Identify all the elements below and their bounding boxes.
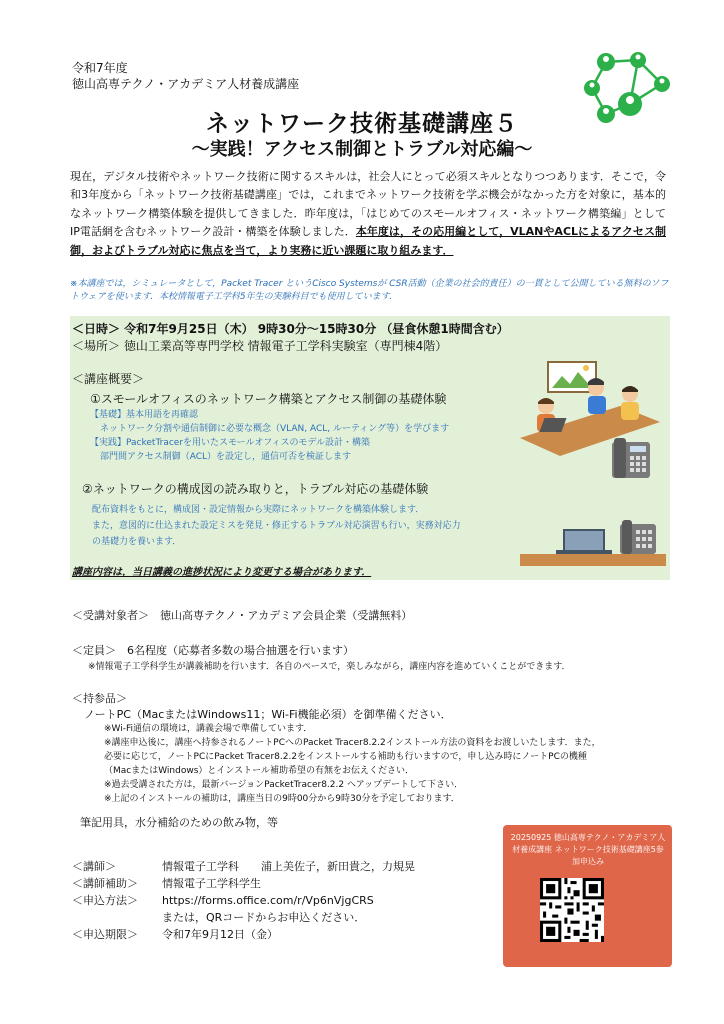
page-subtitle: ～実践！アクセス制御とトラブル対応編～ [191,139,533,160]
bring-pc: ノートPC（MacまたはWindows11；Wi-Fi機能必須）を御準備ください． [84,708,452,721]
apply-label: ＜申込方法＞ [72,894,138,907]
bring-note: ※講座申込後に，講座へ持参されるノートPCへのPacket Tracer8.2.2インストール方法の資料をお渡しいたします．また， [104,738,601,748]
schedule-place: ＜場所＞ 徳山工業高等専門学校 情報電子工学科実験室（専門棟4階） [72,339,448,353]
overview-item-2-details [92,502,461,550]
bring-note: ※Wi-Fi通信の環境は，講義会場で準備しています． [104,724,313,734]
deadline: 令和7年9月12日（金） [162,928,278,941]
overview-item-1-details [90,408,449,464]
assistant-label: ＜講師補助＞ [72,877,138,890]
intro-paragraph [70,168,666,260]
overview-heading: ＜講座概要＞ [72,372,145,386]
bring-note: ※上記のインストールの補助は，講座当日の9時00分から9時30分を予定しております． [104,794,460,804]
overview-item-2-line: の基礎力を養います． [92,537,182,547]
instructor-names: 情報電子工学科 浦上美佐子，新田貴之，力規晃 [162,860,415,873]
overview-item-1-line: 【基礎】基本用語を再確認 [90,410,199,420]
capacity-note: ※情報電子工学科学生が講義補助を行います．各自のペースで，楽しみながら，講座内容を進めていくことができます． [88,662,571,672]
overview-item-1-title: ①スモールオフィスのネットワーク構築とアクセス制御の基礎体験 [90,392,447,406]
overview-item-2-line: 配布資料をもとに，構成図・設定情報から実際にネットワークを構築体験します． [92,505,425,515]
bring-note: （MacまたはWindows）とインストール補助希望の有無をお伝えください． [104,766,414,776]
deadline-label: ＜申込期限＞ [72,928,138,941]
bring-supplies: 筆記用具，水分補給のための飲み物，等 [80,816,278,829]
capacity: ＜定員＞ 6名程度（応募者多数の場合抽選を行います） [72,644,354,657]
overview-item-1-line: 【実践】PacketTracerを用いたスモールオフィスのモデル設計・構築 [90,438,371,448]
organization: 徳山高専テクノ・アカデミア人材養成講座 [72,77,300,91]
qr-code[interactable] [540,878,604,942]
page-title: ネットワーク技術基礎講座５ [206,111,518,137]
assistant: 情報電子工学科学生 [162,877,261,890]
bring-note: ※過去受講された方は，最新バージョンPacketTracer8.2.2 へアップデートして下さい． [104,780,464,790]
schedule-change-warning: 講座内容は，当日講義の進捗状況により変更する場合があります． [72,567,372,578]
intro-highlight: 本年度は，その応用編として，VLANやACLによるアクセス制御，およびトラブル対応に焦点を当て，より実務に近い課題に取り組みます． [70,225,666,257]
overview-item-2-line: また，意図的に仕込まれた設定ミスを発見・修正するトラブル対応演習も行い，実務対応力 [92,521,461,531]
overview-item-1-line: 部門間アクセス制御（ACL）を設定し，通信可否を検証します [100,452,352,462]
bring-notes [104,722,601,806]
laptop-desk-illustration [520,520,666,568]
header [72,60,299,92]
schedule-date: ＜日時＞ 令和7年9月25日（木） 9時30分～15時30分 （昼食休憩1時間含む） [72,322,509,336]
staff-section [72,858,415,943]
apply-url-link[interactable]: https://forms.office.com/r/Vp6nVjgCRS [162,894,374,907]
target-audience: ＜受講対象者＞ 徳山高専テクノ・アカデミア会員企業（受講無料） [72,609,413,622]
software-note: ※本講座では，シミュレータとして，Packet Tracer というCisco Systemsが CSR活動（企業の社会的責任）の一貫として公開している無料のソフトウェアを使います．本校情報電子工学科5年生の実験科目でも使用しています． [70,279,669,302]
overview-item-1-line: ネットワーク分割や通信制御に必要な概念（VLAN, ACL, ルーティング等）を学びます [100,424,450,434]
fiscal-year: 令和7年度 [72,61,128,75]
overview-item-2-title: ②ネットワークの構成図の読み取りと，トラブル対応の基礎体験 [82,482,429,496]
apply-alt: または，QRコードからお申込ください． [162,911,366,924]
bring-note: 必要に応じて，ノートPCにPacket Tracer8.2.2をインストールする補助も行いますので，申し込み時にノートPCの機種 [104,752,587,762]
instructor-label: ＜講師＞ [72,860,116,873]
qr-card-text: 20250925 徳山高専テクノ・アカデミア人材養成講座 ネットワーク技術基礎講座5参加申込み [510,833,666,866]
phone-illustration [610,436,654,482]
bring-heading: ＜持参品＞ [72,692,127,705]
intro-text: 現在，デジタル技術やネットワーク技術に関するスキルは，社会人にとって必須スキルとなりつつあります．そこで，令和3年度から「ネットワーク技術基礎講座」では，これまでネットワーク技術を学ぶ機会がなかった方を対象に，基本的なネットワーク構築体験を提供してきました．昨年度は，「はじめてのスモールオフィス・ネットワーク構築編」としてIP電話網を含むネットワーク設計・構築を体験しました． [70,170,666,239]
